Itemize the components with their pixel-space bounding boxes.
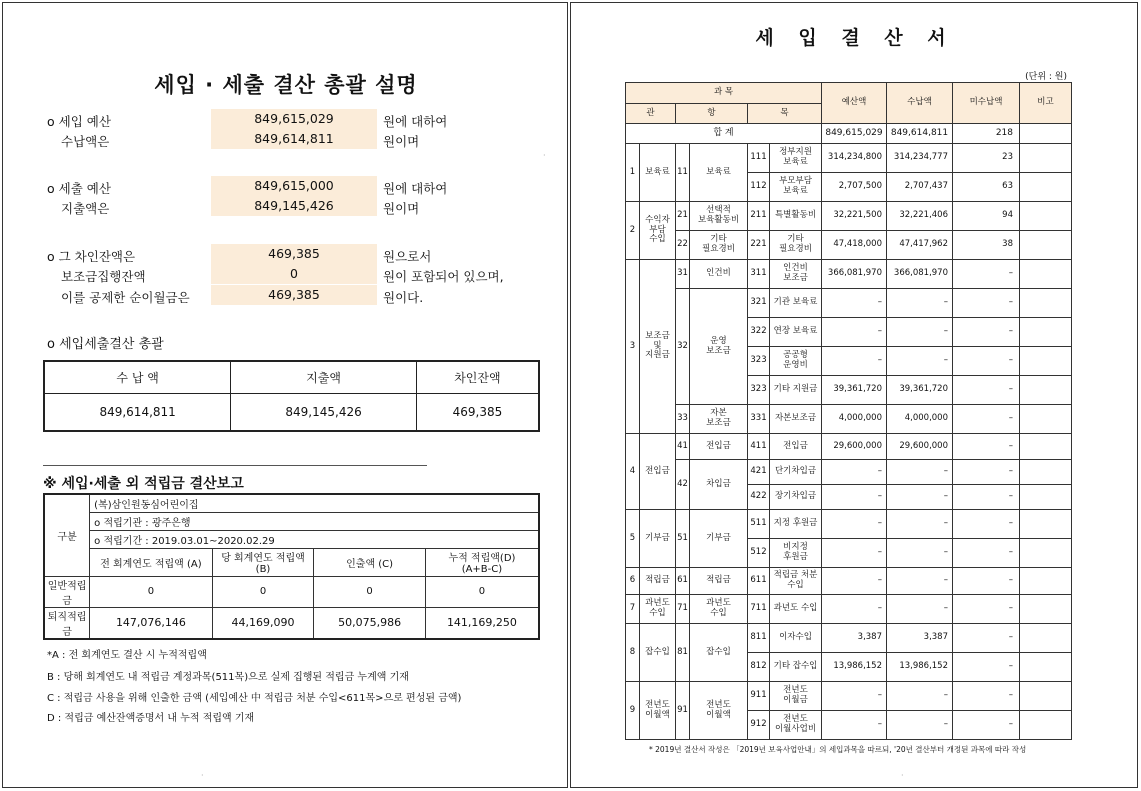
mok-name: 기타 필요경비 [770, 231, 822, 260]
remark-cell [1020, 405, 1072, 434]
receipt-cell: 13,986,152 [887, 653, 953, 682]
hang-name: 운영 보조금 [690, 289, 748, 405]
gwan-no: 1 [626, 144, 640, 202]
remark-cell [1020, 434, 1072, 460]
gwan-no: 7 [626, 595, 640, 624]
line-label: 수납액은 [61, 134, 110, 149]
mok-no: 323 [748, 376, 770, 405]
unpaid-cell: – [953, 510, 1020, 539]
mok-name: 장기차입금 [770, 485, 822, 510]
budget-cell: 2,707,500 [822, 173, 887, 202]
hang-name: 보육료 [690, 144, 748, 202]
hang-name: 기타 필요경비 [690, 231, 748, 260]
reserve-cell: 147,076,146 [90, 607, 213, 639]
reserve-cell: 0 [212, 576, 314, 607]
header-hang: 항 [676, 104, 748, 124]
unpaid-cell: – [953, 318, 1020, 347]
budget-cell: – [822, 539, 887, 568]
receipt-cell: – [887, 289, 953, 318]
remark-cell [1020, 595, 1072, 624]
hang-name: 기부금 [690, 510, 748, 568]
header-gwamok: 과 목 [626, 83, 822, 104]
mok-no: 511 [748, 510, 770, 539]
gwan-name: 전년도 이월액 [640, 682, 676, 740]
reserve-row-label: 일반적립금 [44, 576, 90, 607]
line-label: 보조금집행잔액 [61, 269, 146, 284]
receipt-cell: – [887, 460, 953, 485]
budget-cell: 314,234,800 [822, 144, 887, 173]
hang-name: 전년도 이월액 [690, 682, 748, 740]
mok-no: 812 [748, 653, 770, 682]
hang-no: 81 [676, 624, 690, 682]
header-budget: 예산액 [822, 83, 887, 124]
hang-name: 선택적 보육활동비 [690, 202, 748, 231]
mok-name: 자본보조금 [770, 405, 822, 434]
hang-name: 인건비 [690, 260, 748, 289]
remark-cell [1020, 510, 1072, 539]
receipt-cell: 4,000,000 [887, 405, 953, 434]
gwan-no: 3 [626, 260, 640, 434]
line-suffix: 원에 대하여 [383, 181, 448, 196]
left-title: 세입 · 세출 결산 총괄 설명 [154, 73, 418, 97]
line-label: o 세입 예산 [47, 114, 111, 129]
unpaid-cell: 38 [953, 231, 1020, 260]
budget-cell: – [822, 682, 887, 711]
mok-name: 적립금 처분 수입 [770, 568, 822, 595]
gwan-no: 6 [626, 568, 640, 595]
receipt-cell: – [887, 347, 953, 376]
remark-cell [1020, 347, 1072, 376]
gubun-label: 구분 [44, 494, 90, 576]
mok-no: 912 [748, 711, 770, 740]
mok-name: 부모부담 보육료 [770, 173, 822, 202]
header-remark: 비고 [1020, 83, 1072, 124]
gwan-name: 보육료 [640, 144, 676, 202]
budget-cell: 366,081,970 [822, 260, 887, 289]
mok-no: 323 [748, 347, 770, 376]
line-value: 849,145,426 [211, 196, 377, 216]
gwan-no: 5 [626, 510, 640, 568]
mok-name: 지정 후원금 [770, 510, 822, 539]
budget-cell: 29,600,000 [822, 434, 887, 460]
budget-cell: 39,361,720 [822, 376, 887, 405]
mok-no: 422 [748, 485, 770, 510]
receipt-cell: 314,234,777 [887, 144, 953, 173]
mok-name: 인건비 보조금 [770, 260, 822, 289]
hang-name: 차입금 [690, 460, 748, 510]
table-footnote: * 2019년 결산서 작성은 「2019년 보육사업안내」의 세입과목을 따르되, '20년 결산부터 개정된 과목에 따라 작성 [649, 745, 1027, 754]
summary-value: 469,385 [416, 393, 539, 431]
mok-no: 221 [748, 231, 770, 260]
hang-no: 51 [676, 510, 690, 568]
unpaid-cell: – [953, 711, 1020, 740]
reserve-row-label: 퇴직적립금 [44, 607, 90, 639]
receipt-cell: 3,387 [887, 624, 953, 653]
line-value: 849,615,029 [211, 109, 377, 129]
hang-name: 전입금 [690, 434, 748, 460]
hang-no: 22 [676, 231, 690, 260]
receipt-cell: – [887, 510, 953, 539]
summary-heading: o 세입세출결산 총괄 [47, 337, 164, 352]
line-value: 469,385 [211, 285, 377, 305]
line-label: o 그 차인잔액은 [47, 249, 136, 264]
gwan-name: 과년도 수입 [640, 595, 676, 624]
reserve-col-header: 당 회계연도 적립액 (B) [212, 548, 314, 576]
header-gwan: 관 [626, 104, 676, 124]
summary-header: 지출액 [231, 361, 417, 393]
budget-cell: – [822, 568, 887, 595]
gwan-no: 8 [626, 624, 640, 682]
footnote: D : 적립금 예산잔액증명서 내 누적 적립액 기재 [47, 713, 255, 724]
hang-no: 71 [676, 595, 690, 624]
receipt-cell: 39,361,720 [887, 376, 953, 405]
remark-cell [1020, 376, 1072, 405]
hang-no: 91 [676, 682, 690, 740]
reserve-info: o 적립기관 : 광주은행 [90, 512, 539, 530]
line-suffix: 원으로서 [383, 249, 432, 264]
gwan-no: 9 [626, 682, 640, 740]
unpaid-cell: – [953, 682, 1020, 711]
line-label: 지출액은 [61, 201, 110, 216]
hang-name: 자본 보조금 [690, 405, 748, 434]
budget-cell: – [822, 595, 887, 624]
receipt-cell: – [887, 568, 953, 595]
line-value: 469,385 [211, 244, 377, 264]
budget-cell: – [822, 485, 887, 510]
reserve-col-header: 인출액 (C) [314, 548, 426, 576]
reserve-info: (복)삼인원동심어린이집 [90, 494, 539, 512]
gwan-no: 4 [626, 434, 640, 510]
mok-no: 322 [748, 318, 770, 347]
receipt-cell: 2,707,437 [887, 173, 953, 202]
mok-no: 211 [748, 202, 770, 231]
budget-cell: 13,986,152 [822, 653, 887, 682]
reserve-info: o 적립기간 : 2019.03.01~2020.02.29 [90, 530, 539, 548]
receipt-cell: 32,221,406 [887, 202, 953, 231]
hang-name: 과년도 수입 [690, 595, 748, 624]
summary-header: 차인잔액 [416, 361, 539, 393]
reserve-cell: 50,075,986 [314, 607, 426, 639]
reserve-col-header: 누적 적립액(D) (A+B-C) [425, 548, 539, 576]
mok-name: 단기차입금 [770, 460, 822, 485]
remark-cell [1020, 711, 1072, 740]
mok-no: 421 [748, 460, 770, 485]
footnote: C : 적립금 사용을 위해 인출한 금액 (세입예산 中 적립금 처분 수입<611목>으로 편성된 금액) [47, 693, 462, 704]
hang-no: 42 [676, 460, 690, 510]
unpaid-cell: – [953, 624, 1020, 653]
mok-no: 112 [748, 173, 770, 202]
gwan-no: 2 [626, 202, 640, 260]
mok-no: 811 [748, 624, 770, 653]
receipt-cell: 47,417,962 [887, 231, 953, 260]
remark-cell [1020, 231, 1072, 260]
mok-no: 311 [748, 260, 770, 289]
unpaid-cell: – [953, 289, 1020, 318]
unit-label: (단위 : 원) [1025, 72, 1067, 82]
mok-name: 기타 잡수입 [770, 653, 822, 682]
line-label: o 세출 예산 [47, 181, 111, 196]
gwan-name: 적립금 [640, 568, 676, 595]
receipt-cell: – [887, 485, 953, 510]
reserve-cell: 141,169,250 [425, 607, 539, 639]
unpaid-cell: – [953, 460, 1020, 485]
remark-cell [1020, 539, 1072, 568]
mok-no: 711 [748, 595, 770, 624]
mok-no: 611 [748, 568, 770, 595]
header-mok: 목 [748, 104, 822, 124]
gwan-name: 전입금 [640, 434, 676, 510]
reserve-table [43, 493, 540, 640]
unpaid-cell: – [953, 347, 1020, 376]
mok-name: 전년도 이월금 [770, 682, 822, 711]
receipt-cell: – [887, 711, 953, 740]
remark-cell [1020, 144, 1072, 173]
scan-speck: · [543, 151, 546, 160]
line-suffix: 원에 대하여 [383, 114, 448, 129]
budget-cell: 47,418,000 [822, 231, 887, 260]
unpaid-cell: 23 [953, 144, 1020, 173]
line-suffix: 원이며 [383, 201, 420, 216]
remark-cell [1020, 124, 1072, 144]
receipt-cell: – [887, 595, 953, 624]
line-value: 849,614,811 [211, 129, 377, 149]
reserve-cell: 0 [314, 576, 426, 607]
mok-name: 과년도 수입 [770, 595, 822, 624]
unpaid-cell: – [953, 260, 1020, 289]
scan-speck: · [201, 771, 204, 780]
mok-no: 911 [748, 682, 770, 711]
budget-cell: – [822, 510, 887, 539]
mok-no: 331 [748, 405, 770, 434]
header-receipt: 수납액 [887, 83, 953, 124]
remark-cell [1020, 485, 1072, 510]
budget-cell: 32,221,500 [822, 202, 887, 231]
right-page [570, 2, 1138, 788]
unpaid-cell: – [953, 376, 1020, 405]
summary-value: 849,614,811 [44, 393, 231, 431]
divider [43, 465, 427, 466]
budget-cell: – [822, 460, 887, 485]
reserve-col-header: 전 회계연도 적립액 (A) [90, 548, 213, 576]
mok-name: 이자수입 [770, 624, 822, 653]
hang-no: 61 [676, 568, 690, 595]
unpaid-cell: – [953, 595, 1020, 624]
reserve-cell: 0 [425, 576, 539, 607]
budget-cell: – [822, 318, 887, 347]
budget-cell: 4,000,000 [822, 405, 887, 434]
budget-cell: – [822, 711, 887, 740]
budget-cell: – [822, 289, 887, 318]
unpaid-cell: 94 [953, 202, 1020, 231]
remark-cell [1020, 460, 1072, 485]
mok-no: 111 [748, 144, 770, 173]
left-page [2, 2, 568, 788]
remark-cell [1020, 289, 1072, 318]
unpaid-cell: – [953, 653, 1020, 682]
mok-name: 공공형 운영비 [770, 347, 822, 376]
hang-no: 32 [676, 289, 690, 405]
unpaid-cell: – [953, 405, 1020, 434]
reserve-cell: 0 [90, 576, 213, 607]
line-suffix: 원이며 [383, 134, 420, 149]
mok-name: 연장 보육료 [770, 318, 822, 347]
reserve-cell: 44,169,090 [212, 607, 314, 639]
budget-cell: 3,387 [822, 624, 887, 653]
mok-name: 기관 보육료 [770, 289, 822, 318]
right-title: 세 입 결 산 서 [755, 27, 955, 49]
reserve-heading: ※ 세입·세출 외 적립금 결산보고 [43, 476, 244, 492]
gwan-name: 기부금 [640, 510, 676, 568]
unpaid-cell: – [953, 568, 1020, 595]
scan-speck: · [901, 771, 904, 780]
summary-value: 849,145,426 [231, 393, 417, 431]
summary-table [43, 360, 540, 432]
remark-cell [1020, 202, 1072, 231]
remark-cell [1020, 568, 1072, 595]
unpaid-cell: – [953, 485, 1020, 510]
mok-no: 411 [748, 434, 770, 460]
line-suffix: 원이 포함되어 있으며, [383, 269, 504, 284]
total-unpaid: 218 [953, 124, 1020, 144]
line-value: 849,615,000 [211, 176, 377, 196]
mok-no: 512 [748, 539, 770, 568]
remark-cell [1020, 260, 1072, 289]
mok-name: 비지정 후원금 [770, 539, 822, 568]
header-unpaid: 미수납액 [953, 83, 1020, 124]
remark-cell [1020, 318, 1072, 347]
footnote: B : 당해 회계연도 내 적립금 계정과목(511목)으로 실제 집행된 적립금 누계액 기재 [47, 672, 409, 683]
mok-name: 전입금 [770, 434, 822, 460]
gwan-name: 수익자 부담 수입 [640, 202, 676, 260]
mok-name: 전년도 이월사업비 [770, 711, 822, 740]
unpaid-cell: – [953, 434, 1020, 460]
line-value: 0 [211, 264, 377, 284]
hang-no: 31 [676, 260, 690, 289]
summary-header: 수 납 액 [44, 361, 231, 393]
receipt-cell: – [887, 318, 953, 347]
remark-cell [1020, 653, 1072, 682]
total-label: 합 계 [626, 124, 822, 144]
hang-name: 잡수입 [690, 624, 748, 682]
hang-no: 33 [676, 405, 690, 434]
remark-cell [1020, 173, 1072, 202]
mok-name: 특별활동비 [770, 202, 822, 231]
total-receipt: 849,614,811 [887, 124, 953, 144]
gwan-name: 보조금 및 지원금 [640, 260, 676, 434]
receipt-cell: – [887, 539, 953, 568]
receipt-cell: 29,600,000 [887, 434, 953, 460]
mok-no: 321 [748, 289, 770, 318]
receipt-cell: – [887, 682, 953, 711]
mok-name: 정부지원 보육료 [770, 144, 822, 173]
remark-cell [1020, 682, 1072, 711]
hang-no: 21 [676, 202, 690, 231]
remark-cell [1020, 624, 1072, 653]
unpaid-cell: 63 [953, 173, 1020, 202]
revenue-settlement-table [625, 82, 1072, 740]
hang-no: 41 [676, 434, 690, 460]
line-suffix: 원이다. [383, 290, 424, 305]
budget-cell: – [822, 347, 887, 376]
line-label: 이를 공제한 순이월금은 [61, 290, 190, 305]
mok-name: 기타 지원금 [770, 376, 822, 405]
hang-name: 적립금 [690, 568, 748, 595]
hang-no: 11 [676, 144, 690, 202]
footnote: *A : 전 회계연도 결산 시 누적적립액 [47, 650, 207, 661]
gwan-name: 잡수입 [640, 624, 676, 682]
total-budget: 849,615,029 [822, 124, 887, 144]
receipt-cell: 366,081,970 [887, 260, 953, 289]
unpaid-cell: – [953, 539, 1020, 568]
